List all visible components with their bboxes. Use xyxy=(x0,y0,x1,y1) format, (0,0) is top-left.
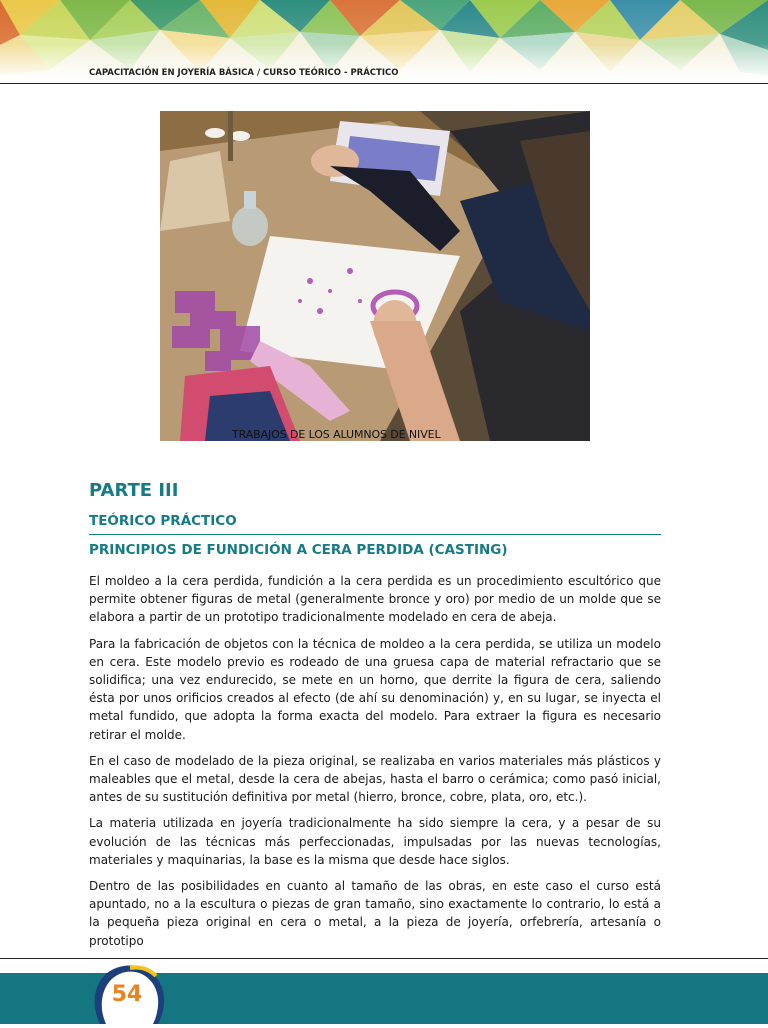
footer-divider xyxy=(0,958,768,959)
header-divider xyxy=(0,83,768,84)
body-text xyxy=(89,572,661,958)
figure-caption: TRABAJOS DE LOS ALUMNOS DE NIVEL xyxy=(232,428,441,441)
section-divider xyxy=(89,534,661,535)
paragraph: Para la fabricación de objetos con la técnica de moldeo a la cera perdida, se utiliza un modelo en cera. Este modelo previo es rodeado de una gruesa capa de material refractario que se solidifica; una vez endurecido, se mete en un horno, que derrite la figura de cera, saliendo ésta por unos orificios creados al efecto (de ahí su denominación) y, en su lugar, se inyecta el metal fundido, que adopta la forma exacta del modelo. Para extraer la figura es necesario retirar el molde. xyxy=(89,636,661,742)
paragraph: Dentro de las posibilidades en cuanto al tamaño de las obras, en este caso el curso está apuntado, no a la escultura o piezas de gran tamaño, sino exactamente lo contrario, lo está a la pequeña pieza original en cera o metal, a la pieza de joyería, orfebrería, artesanía o prototipo xyxy=(89,879,661,948)
paragraph: El moldeo a la cera perdida, fundición a la cera perdida es un procedimiento escultórico que permite obtener figuras de metal (generalmente bronce y oro) por medio de un molde que se elabora a partir de un prototipo tradicionalmente modelado en cera de abeja. xyxy=(89,574,661,625)
part-title: PARTE III xyxy=(89,480,179,501)
running-header: CAPACITACIÓN EN JOYERÍA BÁSICA / CURSO TEÓRICO - PRÁCTICO xyxy=(89,68,399,78)
workshop-photo xyxy=(160,111,590,441)
wax-modeling-illustration xyxy=(160,111,590,441)
paragraph: En el caso de modelado de la pieza original, se realizaba en varios materiales más plásticos y maleables que el metal, desde la cera de abejas, hasta el barro o cerámica; como pasó inicial, antes de su sustitución definitiva por metal (hierro, bronce, cobre, plata, oro, etc.). xyxy=(89,753,661,805)
paragraph: La materia utilizada en joyería tradicionalmente ha sido siempre la cera, y a pesar de su evolución de las técnicas más perfeccionadas, impulsadas por las nuevas tecnologías, materiales y maquinarias, la base es la misma que desde hace siglos. xyxy=(89,816,661,867)
subsection-title: PRINCIPIOS DE FUNDICIÓN A CERA PERDIDA (CASTING) xyxy=(89,542,508,558)
page-number: 54 xyxy=(111,982,143,1007)
section-title: TEÓRICO PRÁCTICO xyxy=(89,513,237,529)
